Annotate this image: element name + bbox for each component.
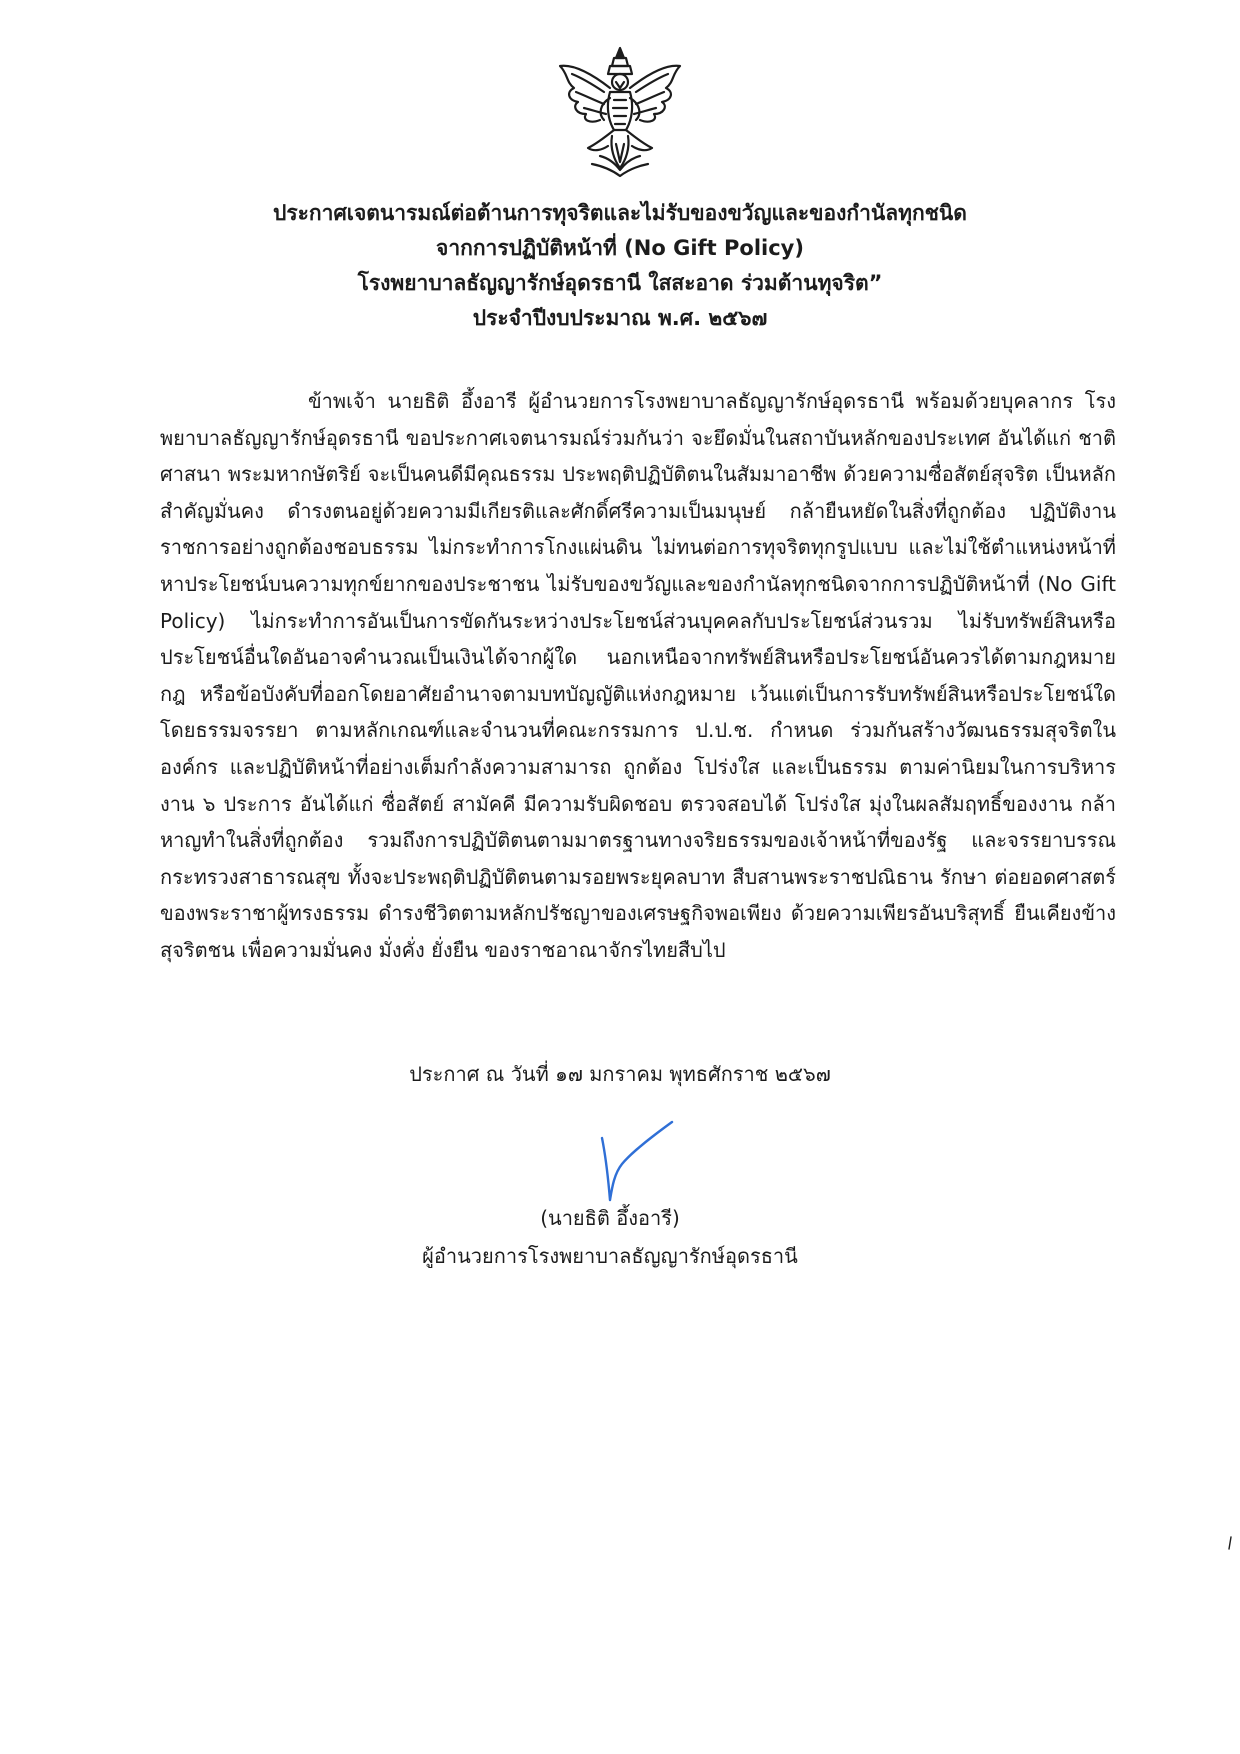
announcement-date: ประกาศ ณ วันที่ ๑๗ มกราคม พุทธศักราช ๒๕๖๗ [409, 1062, 831, 1086]
declaration-paragraph: ข้าพเจ้า นายธิติ อึ้งอารี ผู้อำนวยการโรงพยาบาลธัญญารักษ์อุดรธานี พร้อมด้วยบุคลากร โรงพยาบาลธัญญารักษ์อุดรธานี ขอประกาศเจตนารมณ์ร่วมกันว่า จะยึดมั่นในสถาบันหลักของประเทศ อันได้แก่ ชาติ ศาสนา พระมหากษัตริย์ จะเป็นคนดีมีคุณธรรม ประพฤติปฏิบัติตนในสัมมาอาชีพ ด้วยความซื่อสัตย์สุจริต เป็นหลักสำคัญมั่นคง ดำรงตนอยู่ด้วยความมีเกียรติและศักดิ์ศรีความเป็นมนุษย์ กล้ายืนหยัดในสิ่งที่ถูกต้อง ปฏิบัติงานราชการอย่างถูกต้องชอบธรรม ไม่กระทำการโกงแผ่นดิน ไม่ทนต่อการทุจริตทุกรูปแบบ และไม่ใช้ตำแหน่งหน้าที่หาประโยชน์บนความทุกข์ยากของประชาชน ไม่รับของขวัญและของกำนัลทุกชนิดจากการปฏิบัติหน้าที่ (No Gift Policy) ไม่กระทำการอันเป็นการขัดกันระหว่างประโยชน์ส่วนบุคคลกับประโยชน์ส่วนรวม ไม่รับทรัพย์สินหรือประโยชน์อื่นใดอันอาจคำนวณเป็นเงินได้จากผู้ใด นอกเหนือจากทรัพย์สินหรือประโยชน์อันควรได้ตามกฎหมาย กฎ หรือข้อบังคับที่ออกโดยอาศัยอำนาจตามบทบัญญัติแห่งกฎหมาย เว้นแต่เป็นการรับทรัพย์สินหรือประโยชน์ใดโดยธรรมจรรยา ตามหลักเกณฑ์และจำนวนที่คณะกรรมการ ป.ป.ช. กำหนด ร่วมกันสร้างวัฒนธรรมสุจริตในองค์กร และปฏิบัติหน้าที่อย่างเต็มกำลังความสามารถ ถูกต้อง โปร่งใส และเป็นธรรม ตามค่านิยมในการบริหารงาน ๖ ประการ อันได้แก่ ซื่อสัตย์ สามัคคี มีความรับผิดชอบ ตรวจสอบได้ โปร่งใส มุ่งในผลสัมฤทธิ์ของงาน กล้าหาญทำในสิ่งที่ถูกต้อง รวมถึงการปฏิบัติตนตามมาตรฐานทางจริยธรรมของเจ้าหน้าที่ของรัฐ และจรรยาบรรณกระทรวงสาธารณสุข ทั้งจะประพฤติปฏิบัติตนตามรอยพระยุคลบาท สืบสานพระราชปณิธาน รักษา ต่อยอดศาสตร์ของพระราชาผู้ทรงธรรม ดำรงชีวิตตามหลักปรัชญาของเศรษฐกิจพอเพียง ด้วยความเพียรอันบริสุทธิ์ ยืนเคียงข้างสุจริตชน เพื่อความมั่นคง มั่งคั่ง ยั่งยืน ของราชอาณาจักรไทยสืบไป [160, 389, 1116, 962]
scan-mark-icon [1227, 1536, 1233, 1550]
title-line-1: ประกาศเจตนารมณ์ต่อต้านการทุจริตและไม่รับของขวัญและของกำนัลทุกชนิด [273, 201, 967, 225]
signer-name: (นายธิติ อึ้งอารี) [540, 1206, 680, 1230]
handwritten-signature [592, 1118, 682, 1210]
title-line-2: จากการปฏิบัติหน้าที่ (No Gift Policy) [436, 236, 804, 260]
title-line-3: โรงพยาบาลธัญญารักษ์อุดรธานี ใสสะอาด ร่วมต้านทุจริต” [357, 271, 883, 295]
signer-position: ผู้อำนวยการโรงพยาบาลธัญญารักษ์อุดรธานี [422, 1244, 798, 1268]
garuda-emblem-icon [552, 44, 688, 180]
document-title [0, 196, 1240, 336]
title-line-4: ประจำปีงบประมาณ พ.ศ. ๒๕๖๗ [472, 306, 768, 330]
signer-block [370, 1199, 850, 1275]
